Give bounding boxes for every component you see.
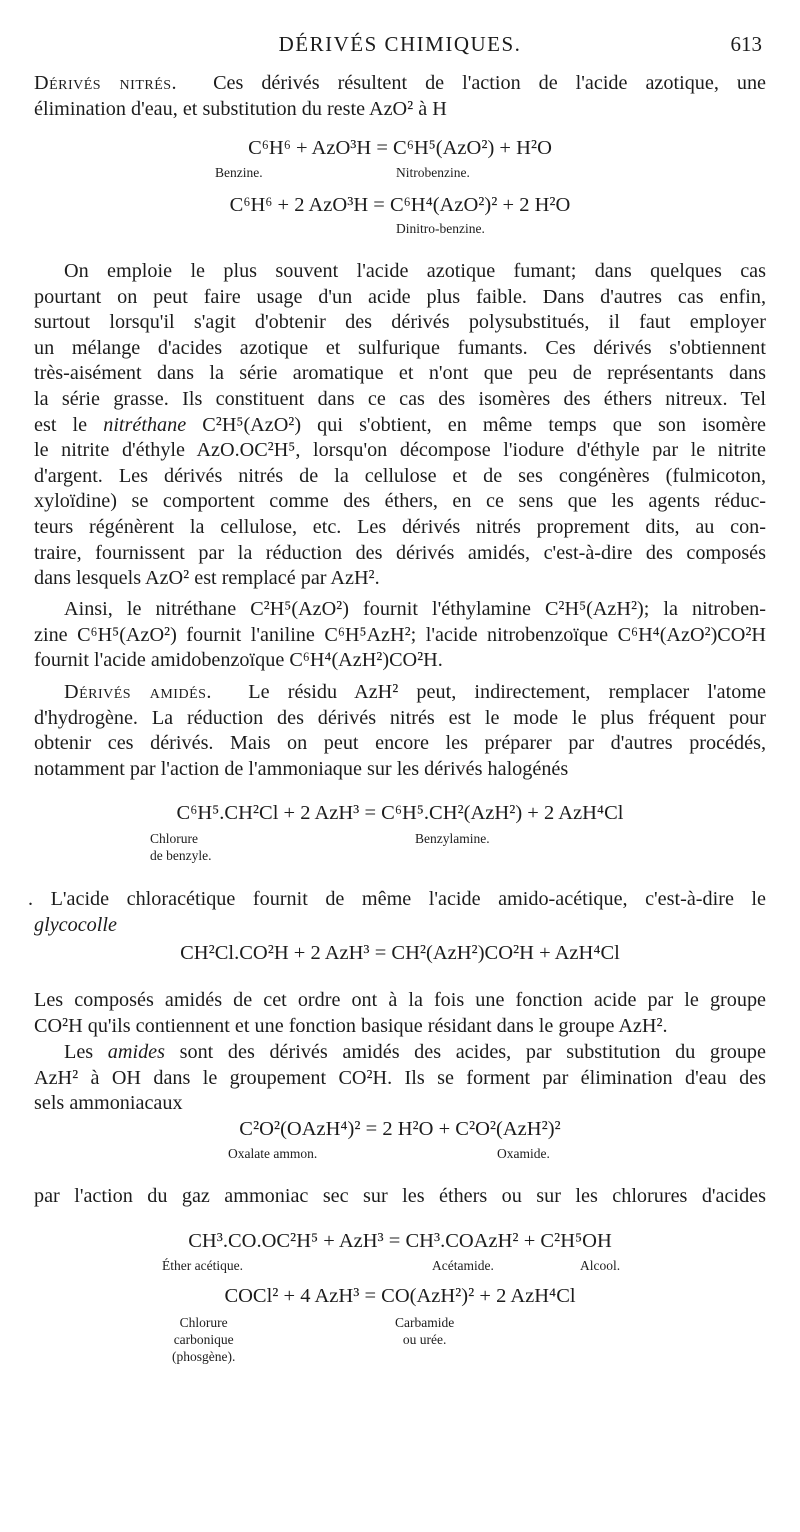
label-benzylamine: Benzylamine. [415,831,490,846]
label-nitrobenzine: Nitrobenzine. [396,165,470,180]
paragraph-amphoteric [34,988,766,1039]
text-line: pourtant on peut faire usage d'un acide plus faible. Dans d'autres cas enfin, [34,285,766,308]
text-line: On emploie le plus souvent l'acide azotique fumant; dans quelques cas [64,260,766,282]
text-line: obtenir ces dérivés. Mais on peut encore les préparer par d'autres procédés, [34,732,766,755]
equation-acetamide: CH³.CO.OC²H⁵ + AzH³ = CH³.COAzH² + C²H⁵OH [188,1230,612,1252]
label-acetamide: Acétamide. [432,1258,494,1273]
label-carbamide [395,1314,454,1348]
text-span: Ces dérivés résultent de l'action de l'acide azotique, une [213,72,767,94]
text-line: élimination d'eau, et substitution du reste AzO² à H [34,97,447,120]
label-chlorure-carbonique [172,1314,235,1365]
text-line [34,71,766,97]
page-header [34,32,766,58]
text-line: teurs régénèrent la cellulose, etc. Les dérivés nitrés proprement dits, au con- [34,515,766,538]
text-span: sont des dérivés amidés des acides, par substitution du groupe [164,1041,766,1063]
paragraph-nitro-intro [34,71,766,122]
text-span: est le [34,413,104,436]
paragraph-amido-derivatives [34,680,766,782]
text-line [34,680,766,706]
equation-carbamide: COCl² + 4 AzH³ = CO(AzH²)² + 2 AzH⁴Cl [224,1285,576,1307]
text-line: Ainsi, le nitréthane C²H⁵(AzO²) fournit l'éthylamine C²H⁵(AzH²); la nitroben- [64,598,766,620]
label-line: Carbamide [395,1315,455,1330]
section-heading-amido: Dérivés amidés. [64,681,212,703]
text-line: . L'acide chloracétique fournit de même l'acide amido-acétique, c'est-à-dire le [28,888,766,910]
text-line: très-aisément dans la série aromatique et n'ont que peu de représentants dans [34,362,766,385]
running-title: DÉRIVÉS CHIMIQUES. [278,32,522,56]
text-span: C²H⁵(AzO²) qui s'obtient, en même temps que son isomère [186,413,766,436]
text-line: dans lesquels AzO² est remplacé par AzH². [34,567,380,590]
text-line [34,413,766,439]
label-benzine: Benzine. [215,165,263,180]
text-line: AzH² à OH dans le groupement CO²H. Ils se forment par élimination d'eau des [34,1066,766,1089]
text-line: le nitrite d'éthyle AzO.OC²H⁵, lorsqu'on décompose l'iodure d'éthyle par le nitrite [34,439,766,462]
text-span: Les [64,1041,108,1063]
text-line: sels ammoniacaux [34,1092,183,1115]
text-line: d'argent. Les dérivés nitrés de la cellulose et de ses congénères (fulmicoton, [34,464,766,487]
term-nitrethane: nitréthane [103,413,187,436]
text-line: traire, fournissent par la réduction des dérivés amidés, c'est-à-dire des composés [34,541,766,564]
text-line: xyloïdine) se comportent comme des éthers, en ce sens que les agents réduc- [34,490,766,513]
label-line: Chlorure [179,1315,228,1330]
equation-glycocolle: CH²Cl.CO²H + 2 AzH³ = CH²(AzH²)CO²H + AzH⁴Cl [180,942,620,964]
paragraph-amides [34,1040,766,1117]
label-line: Chlorure [150,831,198,846]
label-line: de benzyle. [150,848,212,863]
paragraph-glycocolle [28,887,766,938]
paragraph-reduction-examples [34,597,766,674]
label-ether-acetique: Éther acétique. [162,1258,243,1273]
page-number: 613 [730,32,762,56]
text-line [28,913,766,939]
text-line: un mélange d'acides azotique et sulfurique fumants. Ces dérivés s'obtiennent [34,336,766,359]
paragraph-nitration [34,259,766,592]
text-line [34,1040,766,1066]
label-line: (phosgène). [172,1349,236,1364]
text-line: surtout lorsqu'il s'agit d'obtenir des dérivés polysubstitués, il faut employer [34,311,766,334]
label-oxamide: Oxamide. [497,1146,550,1161]
term-amides: amides [107,1041,165,1063]
text-line: la série grasse. Ils constituent dans ce cas des isomères des éthers nitreux. Tel [34,387,766,410]
text-line: d'hydrogène. La réduction des dérivés nitrés est le mode le plus fréquent pour [34,706,766,729]
label-oxalate-ammon: Oxalate ammon. [228,1146,318,1161]
equation-benzylamine: C⁶H⁵.CH²Cl + 2 AzH³ = C⁶H⁵.CH²(AzH²) + 2 AzH⁴Cl [176,802,624,824]
text-line: par l'action du gaz ammoniac sec sur les éthers ou sur les chlorures d'acides [34,1185,766,1207]
label-chlorure-benzyle [150,830,211,864]
label-line: ou urée. [402,1332,447,1347]
label-line: carbonique [173,1332,234,1347]
text-line: fournit l'acide amidobenzoïque C⁶H⁴(AzH²)CO²H. [34,649,443,672]
text-line: zine C⁶H⁵(AzO²) fournit l'aniline C⁶H⁵AzH²; l'acide nitrobenzoïque C⁶H⁴(AzO²)CO²H [34,623,766,646]
text-line: Les composés amidés de cet ordre ont à la fois une fonction acide par le groupe [34,989,766,1011]
equation-nitrobenzine: C⁶H⁶ + AzO³H = C⁶H⁵(AzO²) + H²O [248,137,552,159]
paragraph-ammonia-gas [34,1184,766,1210]
text-span: Le résidu AzH² peut, indirectement, remplacer l'atome [248,681,767,703]
text-line: notamment par l'action de l'ammoniaque sur les dérivés halogénés [34,757,569,780]
equation-dinitrobenzine: C⁶H⁶ + 2 AzO³H = C⁶H⁴(AzO²)² + 2 H²O [229,194,571,216]
text-line: CO²H qu'ils contiennent et une fonction basique résidant dans le groupe AzH². [34,1014,668,1037]
label-alcool: Alcool. [580,1258,621,1273]
section-heading-nitro: Dérivés nitrés. [34,72,178,94]
label-dinitrobenzine: Dinitro-benzine. [396,221,485,236]
term-glycocolle: glycocolle [34,913,117,936]
equation-oxamide: C²O²(OAzH⁴)² = 2 H²O + C²O²(AzH²)² [239,1118,561,1140]
